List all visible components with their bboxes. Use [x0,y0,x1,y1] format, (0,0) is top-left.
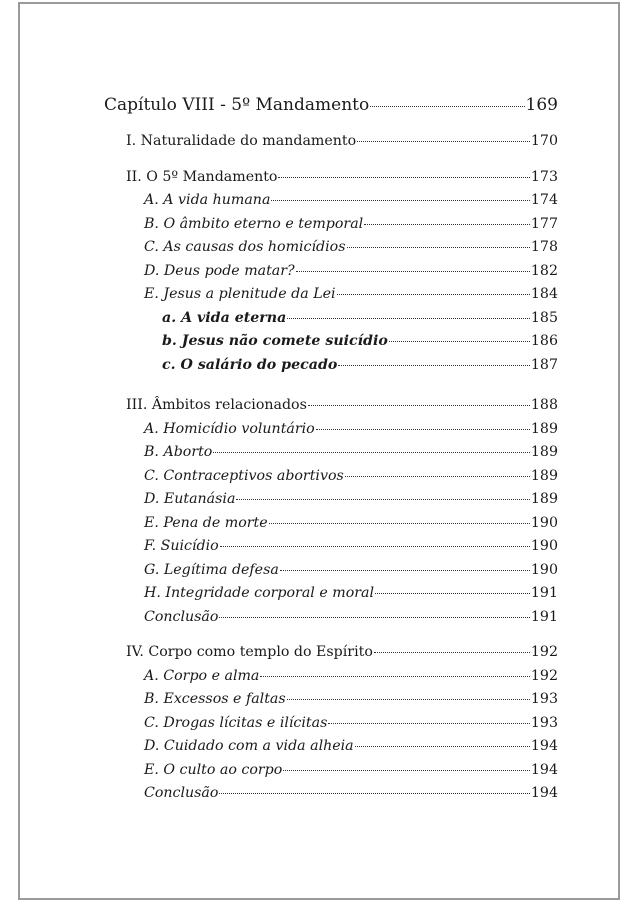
toc-label: F. Suicídio [144,538,219,554]
dot-leader [287,699,530,700]
toc-subsection [104,782,558,806]
toc-label: C. As causas dos homicídios [144,239,346,255]
toc-label: H. Integridade corporal e moral [144,585,375,601]
toc-label: Conclusão [144,785,219,801]
toc-subsection [104,759,558,783]
dot-leader [389,341,530,342]
toc-page-number: 185 [530,309,558,326]
dot-leader [355,746,530,747]
toc-page-number: 173 [530,168,558,185]
dot-leader [219,617,529,618]
book-page [18,2,620,900]
toc-subsection [104,283,558,307]
dot-leader [219,793,529,794]
dot-leader [357,141,530,142]
toc-page-number: 190 [530,538,558,554]
toc-page-number: 177 [530,215,558,232]
toc-label: D. Eutanásia [144,491,236,507]
toc-subsection [104,665,558,689]
toc-label: E. Jesus a plenitude da Lei [144,286,336,302]
toc-page-number: 191 [530,608,558,625]
toc-section [104,394,558,418]
dot-leader [269,523,530,524]
dot-leader [374,652,530,653]
toc-page-number: 191 [530,585,558,601]
table-of-contents [104,92,558,806]
toc-section [104,166,558,190]
toc-label: D. Cuidado com a vida alheia [144,738,354,754]
toc-subsection [104,735,558,759]
toc-label: Capítulo VIII - 5º Mandamento [104,95,370,115]
toc-label: A. A vida humana [144,192,271,208]
toc-page-number: 182 [530,262,558,279]
toc-label: c. O salário do pecado [162,356,338,373]
toc-label: D. Deus pode matar? [144,262,295,279]
dot-leader [345,476,530,477]
toc-label: III. Âmbitos relacionados [126,397,307,413]
toc-subsection [104,512,558,536]
toc-page-number: 189 [530,444,558,460]
toc-page-number: 193 [530,714,558,731]
toc-page-number: 170 [530,133,558,149]
dot-leader [328,723,530,724]
dot-leader [370,106,524,107]
toc-label: II. O 5º Mandamento [126,168,278,185]
toc-label: C. Contraceptivos abortivos [144,467,344,484]
toc-subsection [104,488,558,512]
toc-label: C. Drogas lícitas e ilícitas [144,714,328,731]
toc-subsection [104,712,558,736]
toc-subsubsection [104,330,558,354]
toc-subsubsection [104,307,558,331]
dot-leader [260,676,530,677]
toc-subsection [104,441,558,465]
toc-page-number: 178 [530,239,558,255]
toc-subsection [104,236,558,260]
toc-page-number: 194 [530,738,558,754]
toc-subsection [104,189,558,213]
toc-label: E. Pena de morte [144,514,268,531]
toc-page-number: 189 [530,491,558,507]
toc-subsection [104,559,558,583]
toc-page-number: 192 [530,644,558,660]
toc-label: a. A vida eterna [162,309,287,326]
dot-leader [271,200,530,201]
toc-page-number: 194 [530,785,558,801]
dot-leader [220,546,530,547]
dot-leader [213,452,530,453]
toc-subsection [104,606,558,630]
toc-subsection [104,260,558,284]
toc-page-number: 188 [530,397,558,413]
toc-page-number: 174 [530,192,558,208]
toc-label: IV. Corpo como templo do Espírito [126,644,373,660]
toc-subsection [104,582,558,606]
toc-subsubsection [104,354,558,378]
toc-label: A. Corpo e alma [144,667,260,684]
toc-label: B. Excessos e faltas [144,691,286,707]
toc-page-number: 184 [530,286,558,302]
toc-label: Conclusão [144,608,219,625]
dot-leader [278,177,529,178]
toc-label: E. O culto ao corpo [144,761,283,778]
toc-label: B. O âmbito eterno e temporal [144,215,364,232]
toc-section [104,641,558,665]
toc-page-number: 186 [530,333,558,349]
toc-page-number: 193 [530,691,558,707]
dot-leader [287,318,530,319]
toc-page-number: 169 [525,95,558,115]
toc-page-number: 190 [530,514,558,531]
toc-label: A. Homicídio voluntário [144,420,315,437]
toc-label: b. Jesus não comete suicídio [162,333,388,349]
dot-leader [280,570,530,571]
toc-page-number: 189 [530,420,558,437]
dot-leader [347,247,530,248]
toc-chapter [104,92,558,118]
toc-page-number: 194 [530,761,558,778]
dot-leader [375,593,530,594]
dot-leader [283,770,530,771]
toc-label: I. Naturalidade do mandamento [126,133,357,149]
toc-page-number: 187 [530,356,558,373]
toc-label: G. Legítima defesa [144,561,279,578]
toc-page-number: 189 [530,467,558,484]
toc-subsection [104,535,558,559]
dot-leader [296,271,530,272]
dot-leader [338,365,530,366]
dot-leader [316,429,530,430]
toc-subsection [104,213,558,237]
toc-label: B. Aborto [144,444,213,460]
dot-leader [337,294,530,295]
toc-page-number: 192 [530,667,558,684]
dot-leader [308,405,530,406]
dot-leader [236,499,529,500]
dot-leader [364,224,530,225]
toc-subsection [104,465,558,489]
toc-page-number: 190 [530,561,558,578]
toc-subsection [104,418,558,442]
toc-subsection [104,688,558,712]
toc-section [104,130,558,154]
